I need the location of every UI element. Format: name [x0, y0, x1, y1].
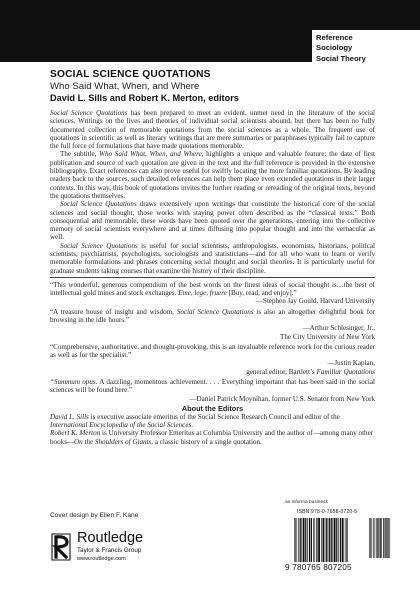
review-attribution-4: —Daniel Patrick Moynihan, former U.S. Senator from New York: [189, 394, 375, 403]
book-subtitle: Who Said What, When, and Where: [50, 81, 200, 92]
review-quote-2: [50, 308, 375, 325]
editor-bio: is executive associate emeritus of the Social Science Research Council and editor of the: [88, 412, 340, 421]
subtitle-italic: Who Said What, When, and Where: [99, 150, 202, 159]
attribution-text: general editor, Bartlett’s: [246, 367, 317, 376]
barcode-bar: [336, 518, 337, 562]
barcode-bar: [321, 518, 322, 562]
addon-barcode: [369, 518, 395, 558]
book-editors: David L. Sills and Robert K. Merton, editors: [50, 93, 239, 103]
barcode-bar: [334, 518, 336, 562]
barcode-bar: [385, 518, 386, 558]
about-editors-heading: About the Editors: [181, 403, 244, 413]
barcode-bar: [389, 518, 390, 558]
barcode-bar: [375, 518, 376, 558]
barcode-bar: [301, 518, 302, 562]
editor-bio-end: .: [191, 421, 194, 430]
quote-text: “A treasure house of insight and wisdom,: [50, 307, 177, 316]
barcode-bar: [323, 518, 325, 562]
barcode-bar: [373, 518, 374, 558]
barcode-bar: [303, 518, 305, 562]
editor-name: David L. Sills: [50, 412, 89, 421]
quote-italic: Eme, lege, fruere: [178, 289, 227, 298]
routledge-logo-icon: [50, 532, 72, 562]
quote-italic: Social Science Quotations: [176, 307, 254, 316]
publisher-block: [50, 529, 200, 569]
subject-sociology: Sociology: [316, 43, 353, 53]
about-merton: [50, 429, 375, 446]
barcode-bar: [340, 518, 341, 562]
review-attribution-3-affiliation: [50, 368, 375, 376]
barcode-bar: [314, 518, 315, 562]
paragraph-text: draws extensively upon writings that constitute the historical core of the social sciences and social thought, those works with staying power often described as the “classical texts.” Both consequential and memorable, these words have been quoted over the generations, entering into the collective memory of social scientists everywhere and at times diffusing into popular thought and into the vernacular as well.: [50, 200, 375, 242]
blurb-paragraph-2: [50, 150, 375, 200]
publisher-url: www.routledge.com: [77, 556, 126, 562]
barcode-bar: [305, 518, 306, 562]
barcode-bar: [381, 518, 382, 558]
barcode-bar: [296, 518, 297, 562]
attribution-italic: Familiar Quotations: [316, 367, 375, 376]
barcode-bar: [298, 518, 299, 562]
section-divider: [50, 277, 375, 278]
paragraph-text: is useful for social scientists, anthropologists, economists, historians, political scientists, psychiatrists, psychologists, sociologists and statisticians—and for all who want to learn or verify memorable formulations and phrases concerning social thought and social theories. It is particularly useful for graduate students taking courses that examine the history of their discipline.: [50, 241, 375, 275]
barcode-bar: [386, 518, 387, 558]
barcode-bar: [338, 518, 339, 562]
subject-social-theory: Social Theory: [316, 53, 366, 63]
blurb-paragraph-1: [50, 109, 375, 150]
quote-text: A dazzling, momentous achievement. . . . Everything important that has been said in the social sciences will be found here.”: [50, 378, 375, 395]
barcode-bar: [327, 518, 328, 562]
book-title-italic: Social Science Quotations: [60, 241, 138, 250]
barcode-bar: [294, 518, 295, 562]
editor-bio-end: , a classic history of a single quotation.: [151, 437, 262, 446]
editor-work: International Encyclopedia of the Social Sciences: [50, 421, 192, 430]
editor-work: On the Shoulders of Giants: [74, 437, 152, 446]
review-attribution-2: —Arthur Schlesinger, Jr.,: [302, 324, 375, 333]
barcode-bar: [332, 518, 333, 562]
barcode-bar: [318, 518, 320, 562]
barcode-bar: [376, 518, 377, 558]
review-quote-1: [50, 281, 375, 298]
barcode-bar: [388, 518, 389, 558]
review-attribution-2-affiliation: The City University of New York: [280, 332, 375, 341]
barcode-bar: [342, 518, 344, 562]
quote-italic: “Summum opus.: [50, 378, 98, 386]
review-quote-4: [50, 378, 375, 395]
barcode-bar: [329, 518, 330, 562]
barcode-bar: [346, 518, 347, 562]
barcode-bar: [309, 518, 310, 562]
barcode-panel: [285, 508, 403, 581]
barcode-bar: [370, 518, 371, 558]
barcode-bar: [345, 518, 346, 562]
barcode-bar: [326, 518, 327, 562]
isbn-text: ISBN 978-0-7658-0720-5: [297, 509, 358, 515]
barcode-bar: [331, 518, 332, 562]
book-title-italic: Social Science Quotations: [50, 109, 128, 117]
book-title: SOCIAL SCIENCE QUOTATIONS: [50, 69, 211, 80]
ean-barcode: [294, 518, 368, 562]
publisher-group: Taylor & Francis Group: [77, 547, 142, 554]
book-title-italic: Social Science Quotations: [60, 200, 137, 209]
barcode-bar: [295, 518, 296, 562]
review-quote-3: “Comprehensive, authoritative, and thought-provoking, this is an invaluable reference work for the curious reader as well as for the specialist.”: [50, 342, 375, 360]
paragraph-text: , highlights a unique and valuable feature: the date of first publication and source of each quotation are given in the text and the full reference is provided in the extensive bibliography. Exact references can also prove useful for swiftly locating the more familiar quotations. By leading readers back to the sources, such detailed references can help them place even extended quotations in their larger contexts. In this way, this book of quotations invites the further reading or rereading of the original texts, beyond the quotations themselves.: [50, 150, 375, 200]
subject-reference: Reference: [316, 33, 353, 42]
review-attribution-3: —Justin Kaplan,: [327, 359, 375, 368]
publisher-name: Routledge: [77, 530, 144, 546]
barcode-bar: [380, 518, 381, 558]
review-attribution-1: —Stephen Jay Gould, Harvard University: [255, 297, 375, 306]
barcode-bar: [307, 518, 308, 562]
cover-design-credit: Cover design by Ellen F. Kane: [50, 512, 139, 519]
blurb-paragraph-4: [50, 242, 375, 275]
informa-label: an informa business: [285, 500, 328, 505]
barcode-bar: [369, 518, 370, 558]
barcode-bar: [311, 518, 312, 562]
subject-categories: [312, 30, 420, 90]
paragraph-text: has been prepared to meet an evident, unmet need in the literature of the social sciences. Writings on the lives and theories of individual social scientists abound, but there has been no fully documented collection of memorable quotations from the social sciences as a whole. The frequent use of quotations in scientific as well as literary writings that are mere summaries or paraphrases typically fail to capture the full force of formulations that have made quotations memorable.: [50, 109, 375, 151]
blurb-paragraph-3: [50, 200, 375, 241]
editor-bio: is University Professor Emeritus at Columbia University and the author of—among many other books—: [50, 429, 374, 446]
barcode-bar: [371, 518, 372, 558]
quote-text-tail: [Buy, read, and enjoy].”: [226, 289, 297, 298]
barcode-bar: [383, 518, 384, 558]
barcode-bar: [313, 518, 314, 562]
barcode-bar: [300, 518, 301, 562]
quote-text: “This wonderful, generous compendium of the best words on the finest ideas of social thought is…the best of intellectual gold mines and stock exchanges.: [50, 280, 375, 298]
paragraph-lead: The subtitle,: [60, 150, 100, 159]
editor-name: Robert K. Merton: [50, 429, 101, 438]
about-sills: [50, 413, 375, 430]
blurb-body: [50, 109, 375, 446]
barcode-bar: [347, 518, 348, 562]
barcode-number: 9 780765 807205: [285, 563, 352, 572]
barcode-bar: [378, 518, 379, 558]
quote-text-tail: is also an altogether delightful book for browsing in the idle hours.”: [50, 307, 375, 324]
barcode-bar: [316, 518, 317, 562]
title-block: [50, 68, 320, 104]
